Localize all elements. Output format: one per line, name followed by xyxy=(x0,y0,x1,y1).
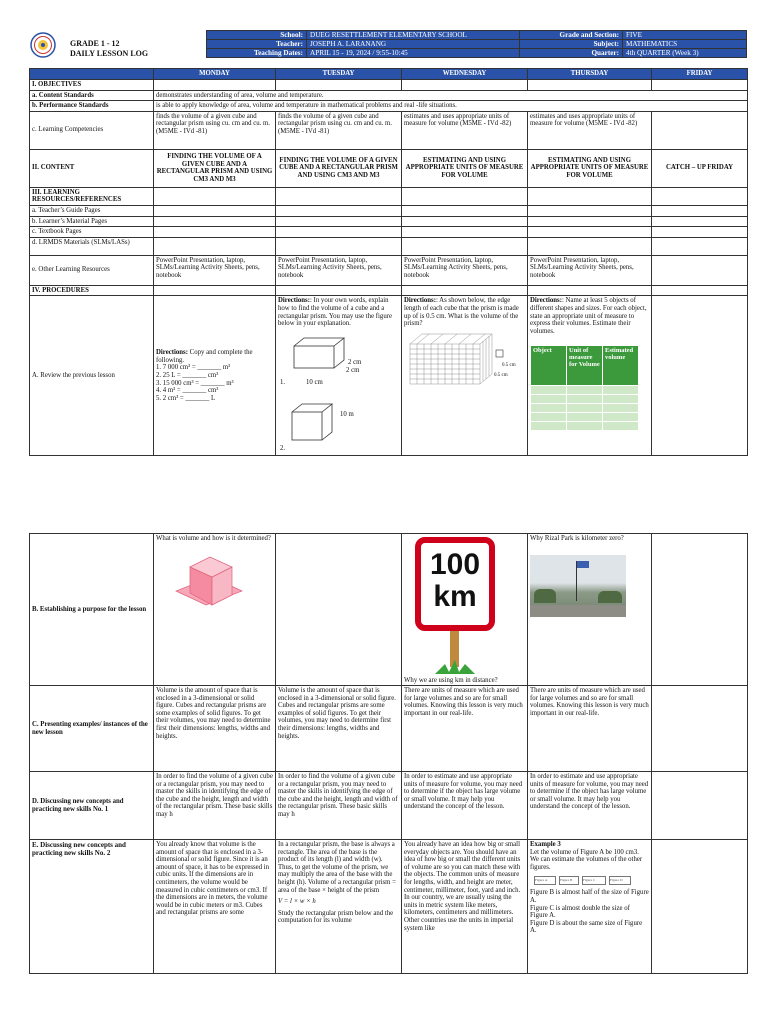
competency-wednesday: estimates and uses appropriate units of measure for volume (M5ME - IVd -82) xyxy=(402,111,528,149)
other-resources-label: e. Other Learning Resources xyxy=(30,255,154,285)
day-friday: FRIDAY xyxy=(652,69,748,80)
lrmds-label: d. LRMDS Materials (SLMs/LASs) xyxy=(30,237,154,255)
day-tuesday: TUESDAY xyxy=(276,69,402,80)
learners-material-label: b. Learner’s Material Pages xyxy=(30,216,154,227)
grade-line: GRADE 1 - 12 xyxy=(70,39,120,48)
figure-a-box: Figure A xyxy=(534,876,556,885)
dates-label: Teaching Dates: xyxy=(207,49,307,58)
review-tuesday: Directions:: In your own words, explain how to find the volume of a cube and a rectangular prism. You may use the figure below in your explanation. 1. 10 cm 2 cm 2 cm 10 m 2. xyxy=(276,296,402,456)
content-label: II. CONTENT xyxy=(30,149,154,187)
fig2-number: 2. xyxy=(280,445,286,453)
quarter-label: Quarter: xyxy=(520,49,623,58)
resources-label: III. LEARNING RESOURCES/REFERENCES xyxy=(30,187,154,205)
performance-standards-value: is able to apply knowledge of area, volume and temperature in mathematical problems and real -life situations. xyxy=(154,101,748,112)
purpose-thursday: Why Rizal Park is kilometer zero? xyxy=(528,534,652,686)
textbook-label: c. Textbook Pages xyxy=(30,227,154,238)
purpose-wednesday xyxy=(402,534,528,686)
wed-dim-label-2: 0.5 cm xyxy=(494,373,508,379)
pink-cube-illustration xyxy=(166,553,256,623)
purpose-wednesday-question: Why we are using km in distance? xyxy=(404,677,498,684)
content-thursday: ESTIMATING AND USING APPROPRIATE UNITS OF MEASURE FOR VOLUME xyxy=(528,149,652,187)
review-thursday: Directions:: Name at least 5 objects of different shapes and sizes. For each object, state an appropriate unit of measure to express their volumes. Estimate their volumes. Object Unit of measure for Volume Estimated volume xyxy=(528,296,652,456)
other-resources-thursday: PowerPoint Presentation, laptop, SLMs/Learning Activity Sheets, pens, notebook xyxy=(528,255,652,285)
school-value: DUEG RESETTLEMENT ELEMENTARY SCHOOL xyxy=(307,31,520,40)
learning-competencies-label: c. Learning Competencies xyxy=(30,111,154,149)
grass-icon xyxy=(435,660,475,676)
content-friday: CATCH – UP FRIDAY xyxy=(652,149,748,187)
discuss2-tuesday: In a rectangular prism, the base is always a rectangle. The area of the base is the product of its length (l) and width (w). Thus, to get the volume of the prism, we may multiply the area of the base with the height (h). Volume of a rectangular prism = area of the base × height of the prism V = l × w × h Study the rectangular prism below and the computation for its volume xyxy=(276,840,402,974)
figure-c-box: Figure C xyxy=(582,876,606,885)
review-item: 5. 2 cm³ = _______ L xyxy=(156,394,216,402)
competency-thursday: estimates and uses appropriate units of measure for volume (M5ME - IVd -82) xyxy=(528,111,652,149)
grade-value: FIVE xyxy=(623,31,747,40)
figure-d-box: Figure D xyxy=(609,876,631,885)
school-label: School: xyxy=(207,31,307,40)
deped-seal-logo xyxy=(30,32,56,58)
review-item: 2. 25 L = _______ cm³ xyxy=(156,372,219,380)
fig1-height-label: 2 cm xyxy=(348,359,362,367)
review-monday: Directions: Copy and complete the following. 1. 7 000 cm³ = _______ m³ 2. 25 L = _______ cm³ 3. 15 000 cm³ = _______ m³ 4. 4 m³ = _______ cm³ 5. 2 cm³ = _______ L xyxy=(154,296,276,456)
purpose-monday: What is volume and how is it determined? xyxy=(154,534,276,686)
cube-figure xyxy=(290,402,350,444)
discuss2-monday: You already know that volume is the amount of space that is enclosed in a 3-dimensional or solid figure. Since it is an amount of space, it has to be expressed in cubic units. If the dimensions are in centimeters, the volume would be measured in cubic centimeters or cm3. If the dimensions are in meters, the volume would be in cubic meters or m3. Cubes and rectangular prisms are some xyxy=(154,840,276,974)
discuss2-label: E. Discussing new concepts and practicing new skills No. 2 xyxy=(30,840,154,974)
fig2-side-label: 10 m xyxy=(340,411,354,419)
examples-wednesday: There are units of measure which are used for large volumes and so are for small volumes. Knowing this lesson is very much important in our real-life. xyxy=(402,686,528,772)
figures-row xyxy=(534,876,649,885)
wed-dim-label-1: 0.5 cm xyxy=(502,363,516,369)
fig1-depth-label: 2 cm xyxy=(346,367,360,375)
day-thursday: THURSDAY xyxy=(528,69,652,80)
rectangular-prism-figure xyxy=(278,332,396,382)
content-standards-label: a. Content Standards xyxy=(30,90,154,101)
lesson-log-table-page2 xyxy=(29,533,748,974)
figure-b-box: Figure B xyxy=(559,876,579,885)
content-wednesday: ESTIMATING AND USING APPROPRIATE UNITS OF MEASURE FOR VOLUME xyxy=(402,149,528,187)
other-resources-monday: PowerPoint Presentation, laptop, SLMs/Learning Activity Sheets, pens, notebook xyxy=(154,255,276,285)
teacher-value: JOSEPH A. LARANANG xyxy=(307,40,520,49)
discuss1-label: D. Discussing new concepts and practicing new skills No. 1 xyxy=(30,772,154,840)
quarter-value: 4th QUARTER (Week 3) xyxy=(623,49,747,58)
review-item: 4. 4 m³ = _______ cm³ xyxy=(156,387,219,395)
grade-label: Grade and Section: xyxy=(520,31,623,40)
objects-volume-table xyxy=(530,345,639,431)
review-item: 3. 15 000 cm³ = _______ m³ xyxy=(156,379,234,387)
header-info-table xyxy=(206,30,747,58)
road-sign-icon: 100 km xyxy=(415,537,495,631)
discuss1-monday: In order to find the volume of a given cube or a rectangular prism, you may need to master the skills in identifying the edge of the cube and the height, length and width of the rectangular prism. These basic skills may h xyxy=(154,772,276,840)
examples-tuesday: Volume is the amount of space that is enclosed in a 3-dimensional or solid figure. Cubes and rectangular prisms are some examples of solid figures. To get their volumes, you may need to determine first their dimensions: lengths, widths and heights. xyxy=(276,686,402,772)
discuss2-thursday: Example 3 Let the volume of Figure A be 100 cm3. We can estimate the volumes of the other figures. Figure A Figure B Figure C Figure D Figure B is almost half of the size of Figure A. Figure C is almost double the size of Figure A. Figure D is about the same size of Figure A. xyxy=(528,840,652,974)
subject-value: MATHEMATICS xyxy=(623,40,747,49)
col-unit: Unit of measure for Volume xyxy=(567,346,603,386)
teachers-guide-label: a. Teacher’s Guide Pages xyxy=(30,205,154,216)
examples-monday: Volume is the amount of space that is enclosed in a 3-dimensional or solid figure. Cubes and rectangular prisms are some examples of solid figures. To get their volumes, you may need to determine first their dimensions: lengths, widths and heights. xyxy=(154,686,276,772)
review-item: 1. 7 000 cm³ = _______ m³ xyxy=(156,364,231,372)
teacher-label: Teacher: xyxy=(207,40,307,49)
content-standards-value: demonstrates understanding of area, volume and temperature. xyxy=(154,90,748,101)
discuss2-wednesday: You already have an idea how big or small everyday objects are. You should have an idea of how big or small the different units of volume are so you can match these with the objects. The common units of measure for lengths, width, and height are meter, centimeter, millimeter, foot, yard and inch. In our country, we are usually using the units in metric system like meters, kilometers, centimeters and millimeters. Other countries use the units in imperial system like xyxy=(402,840,528,974)
col-object: Object xyxy=(531,346,567,386)
lesson-log-table-page1 xyxy=(29,68,748,456)
content-monday: FINDING THE VOLUME OF A GIVEN CUBE AND A RECTANGULAR PRISM AND USING CM3 AND M3 xyxy=(154,149,276,187)
discuss1-tuesday: In order to find the volume of a given cube or a rectangular prism, you may need to master the skills in identifying the edge of the cube and the height, length and width of the rectangular prism. These basic skills may h xyxy=(276,772,402,840)
review-label: A. Review the previous lesson xyxy=(30,296,154,456)
discuss1-thursday: In order to estimate and use appropriate units of measure for volume, you may need to determine if the object has large volume or small volume. It may help you understand the concept of the lesson. xyxy=(528,772,652,840)
purpose-label: B. Establishing a purpose for the lesson xyxy=(30,534,154,686)
other-resources-wednesday: PowerPoint Presentation, laptop, SLMs/Learning Activity Sheets, pens, notebook xyxy=(402,255,528,285)
content-tuesday: FINDING THE VOLUME OF A GIVEN CUBE AND A RECTANGULAR PRISM AND USING CM3 AND M3 xyxy=(276,149,402,187)
log-title: DAILY LESSON LOG xyxy=(70,49,149,58)
subject-label: Subject: xyxy=(520,40,623,49)
examples-thursday: There are units of measure which are used for large volumes and so are for small volumes. Knowing this lesson is very much important in our real-life. xyxy=(528,686,652,772)
fig1-number: 1. xyxy=(280,379,286,387)
review-wednesday: Directions:: As shown below, the edge length of each cube that the prism is made up of is 0.5 cm. What is the volume of the prism? 0.5 cm 0.5 cm xyxy=(402,296,528,456)
day-wednesday: WEDNESDAY xyxy=(402,69,528,80)
rizal-park-photo xyxy=(530,555,626,617)
competency-monday: finds the volume of a given cube and rectangular prism using cu. cm and cu. m. (M5ME - IVd -81) xyxy=(154,111,276,149)
competency-tuesday: finds the volume of a given cube and rectangular prism using cu. cm and cu. m. (M5ME - IVd -81) xyxy=(276,111,402,149)
dates-value: APRIL 15 - 19, 2024 / 9:55-10:45 xyxy=(307,49,520,58)
fig1-width-label: 10 cm xyxy=(306,379,323,387)
examples-label: C. Presenting examples/ instances of the new lesson xyxy=(30,686,154,772)
cube-grid-prism-figure xyxy=(404,330,524,390)
volume-formula: V = l × w × h xyxy=(278,898,316,906)
discuss1-wednesday: In order to estimate and use appropriate units of measure for volume, you may need to determine if the object has large volume or small volume. It may help you understand the concept of the lesson. xyxy=(402,772,528,840)
procedures-label: IV. PROCEDURES xyxy=(30,285,154,296)
objectives-label: I. OBJECTIVES xyxy=(30,80,154,91)
other-resources-tuesday: PowerPoint Presentation, laptop, SLMs/Learning Activity Sheets, pens, notebook xyxy=(276,255,402,285)
col-estimate: Estimated volume xyxy=(603,346,639,386)
day-monday: MONDAY xyxy=(154,69,276,80)
performance-standards-label: b. Performance Standards xyxy=(30,101,154,112)
